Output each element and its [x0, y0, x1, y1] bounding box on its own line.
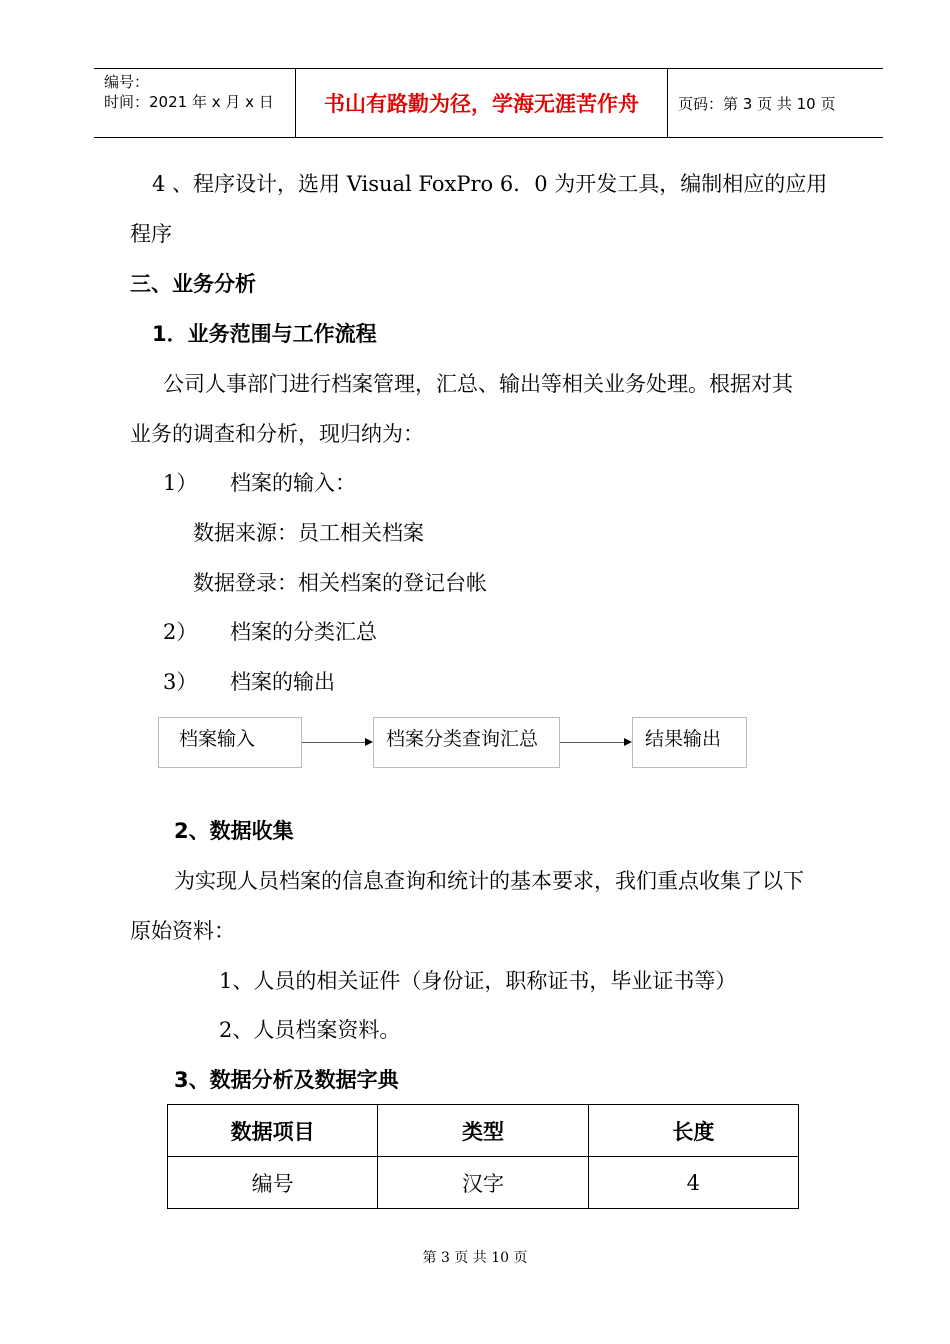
paragraph-program-design: 4 、程序设计，选用 Visual FoxPro 6．0 为开发工具，编制相应的应用: [152, 172, 828, 196]
page-footer: 第 3 页 共 10 页: [422, 1250, 528, 1266]
list-item-personnel-files: 2、人员档案资料。: [219, 1018, 401, 1042]
section-title-business-analysis: 三、业务分析: [130, 272, 256, 296]
list-subitem-data-source: 数据来源：员工相关档案: [193, 521, 424, 545]
list-item-archive-output: 档案的输出: [230, 670, 335, 694]
table-cell: 编号: [168, 1157, 378, 1209]
table-cell: 汉字: [378, 1157, 588, 1209]
paragraph-business-intro-cont: 业务的调查和分析，现归纳为：: [130, 422, 424, 446]
table-header-cell: 长度: [588, 1105, 798, 1157]
header-motto: 书山有路勤为径，学海无涯苦作舟: [295, 69, 668, 137]
flow-box-output: 结果输出: [632, 717, 747, 768]
table-header-row: [168, 1105, 799, 1157]
table-header-cell: 数据项目: [168, 1105, 378, 1157]
list-item-number-2: 2）: [163, 620, 198, 644]
flow-arrowhead-2: [624, 738, 632, 746]
list-item-archive-summary: 档案的分类汇总: [230, 620, 377, 644]
list-subitem-data-entry: 数据登录：相关档案的登记台帐: [193, 571, 487, 595]
subsection-title-data-collection: 2、数据收集: [174, 819, 294, 843]
table-cell: 4: [588, 1157, 798, 1209]
document-header: [94, 68, 883, 138]
table-row: [168, 1157, 799, 1209]
flow-arrow-2: [560, 742, 624, 743]
list-item-number-1: 1）: [163, 471, 198, 495]
header-number-label: 编号：: [104, 73, 150, 91]
subsection-title-data-dictionary: 3、数据分析及数据字典: [174, 1068, 399, 1092]
header-meta: [94, 69, 295, 137]
paragraph-program-design-cont: 程序: [130, 222, 172, 246]
flow-box-input: 档案输入: [158, 717, 302, 768]
list-item-certificates: 1、人员的相关证件（身份证，职称证书，毕业证书等）: [219, 969, 737, 993]
header-time-label: 时间：2021 年 x 月 x 日: [104, 93, 274, 111]
subsection-title-scope: 1．业务范围与工作流程: [152, 322, 377, 346]
data-dictionary-table: [167, 1104, 799, 1209]
flow-box-summary: 档案分类查询汇总: [373, 717, 560, 768]
flow-arrowhead-1: [365, 738, 373, 746]
header-page-info: 页码：第 3 页 共 10 页: [678, 94, 836, 113]
paragraph-data-collection: 为实现人员档案的信息查询和统计的基本要求，我们重点收集了以下: [174, 869, 804, 893]
paragraph-business-intro: 公司人事部门进行档案管理，汇总、输出等相关业务处理。根据对其: [163, 372, 793, 396]
list-item-archive-input: 档案的输入：: [230, 471, 356, 495]
table-header-cell: 类型: [378, 1105, 588, 1157]
flow-arrow-1: [302, 742, 365, 743]
list-item-number-3: 3）: [163, 670, 198, 694]
paragraph-data-collection-cont: 原始资料：: [130, 919, 235, 943]
